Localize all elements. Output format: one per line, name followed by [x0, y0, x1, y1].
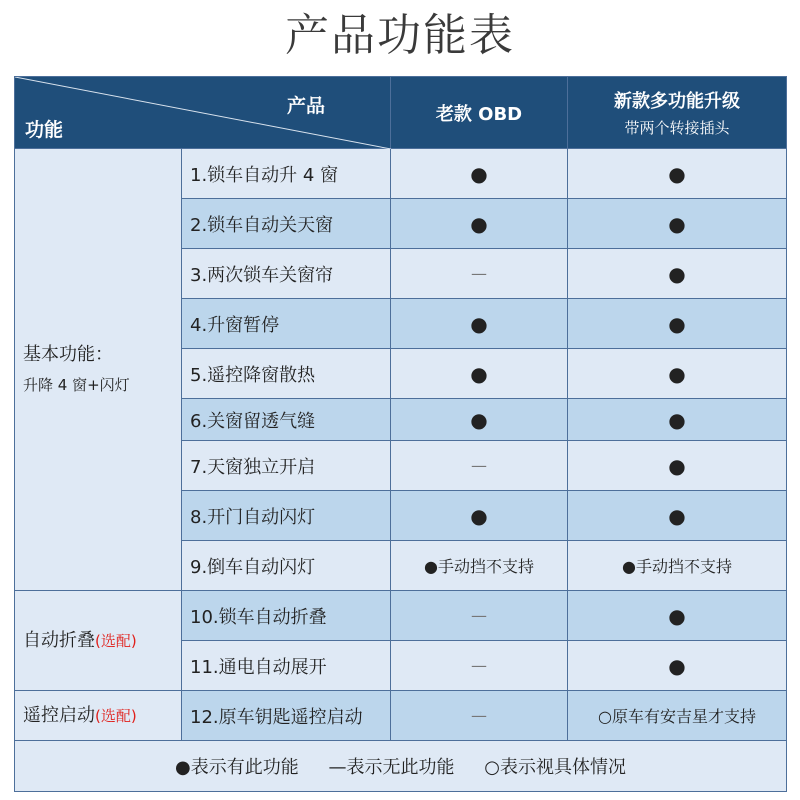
new-upgrade-mark: ● — [568, 349, 787, 399]
feature-table — [14, 76, 787, 792]
feature-name: 9.倒车自动闪灯 — [182, 541, 391, 591]
feature-name: 1.锁车自动升 4 窗 — [182, 149, 391, 199]
optional-tag: (选配) — [95, 631, 137, 650]
category-label: 自动折叠 — [23, 629, 95, 651]
new-upgrade-mark: ● — [568, 399, 787, 441]
old-obd-mark: ● — [391, 399, 568, 441]
legend-none: —表示无此功能 — [328, 757, 455, 778]
header-new-upgrade-sub: 带两个转接插头 — [624, 119, 730, 137]
header-old-obd — [391, 77, 568, 149]
new-upgrade-mark: ● — [568, 441, 787, 491]
header-product-label: 产品 — [287, 95, 326, 117]
table-row — [15, 691, 787, 741]
feature-name: 7.天窗独立开启 — [182, 441, 391, 491]
feature-name: 4.升窗暂停 — [182, 299, 391, 349]
category-auto-fold — [15, 591, 182, 691]
page-title: 产品功能表 — [285, 10, 515, 61]
table-row — [15, 149, 787, 199]
old-obd-mark: ● — [391, 299, 568, 349]
legend-row — [15, 741, 787, 792]
old-obd-mark: — — [391, 641, 568, 691]
feature-name: 2.锁车自动关天窗 — [182, 199, 391, 249]
category-label: 遥控启动 — [23, 704, 95, 726]
old-obd-mark: — — [391, 591, 568, 641]
legend — [15, 741, 787, 792]
category-label: 基本功能： — [23, 343, 113, 365]
table-row — [15, 591, 787, 641]
new-upgrade-mark: ● — [568, 299, 787, 349]
feature-name: 6.关窗留透气缝 — [182, 399, 391, 441]
new-upgrade-mark: ● — [568, 491, 787, 541]
new-upgrade-mark: ● — [568, 641, 787, 691]
category-basic — [15, 149, 182, 591]
table-header — [15, 77, 787, 149]
feature-name: 10.锁车自动折叠 — [182, 591, 391, 641]
optional-tag: (选配) — [95, 706, 137, 725]
old-obd-mark: — — [391, 249, 568, 299]
legend-depends: ○表示视具体情况 — [484, 757, 626, 778]
header-new-upgrade-label: 新款多功能升级 — [614, 91, 740, 112]
feature-name: 5.遥控降窗散热 — [182, 349, 391, 399]
feature-name: 8.开门自动闪灯 — [182, 491, 391, 541]
new-upgrade-mark: ●手动挡不支持 — [568, 541, 787, 591]
new-upgrade-mark: ○原车有安吉星才支持 — [568, 691, 787, 741]
new-upgrade-mark: ● — [568, 199, 787, 249]
new-upgrade-mark: ● — [568, 249, 787, 299]
diagonal-line — [15, 77, 391, 149]
feature-name: 11.通电自动展开 — [182, 641, 391, 691]
old-obd-mark: — — [391, 441, 568, 491]
header-diagonal-cell — [15, 77, 391, 149]
old-obd-mark: ● — [391, 199, 568, 249]
category-remote-start — [15, 691, 182, 741]
category-sub: 升降 4 窗+闪灯 — [23, 375, 130, 394]
header-new-upgrade — [568, 77, 787, 149]
new-upgrade-mark: ● — [568, 149, 787, 199]
feature-name: 12.原车钥匙遥控启动 — [182, 691, 391, 741]
legend-has: ●表示有此功能 — [175, 757, 299, 778]
old-obd-mark: ●手动挡不支持 — [391, 541, 568, 591]
old-obd-mark: ● — [391, 349, 568, 399]
header-old-obd-label: 老款 OBD — [435, 103, 523, 125]
header-function-label: 功能 — [25, 119, 64, 141]
old-obd-mark: ● — [391, 491, 568, 541]
new-upgrade-mark: ● — [568, 591, 787, 641]
old-obd-mark: — — [391, 691, 568, 741]
old-obd-mark: ● — [391, 149, 568, 199]
feature-name: 3.两次锁车关窗帘 — [182, 249, 391, 299]
